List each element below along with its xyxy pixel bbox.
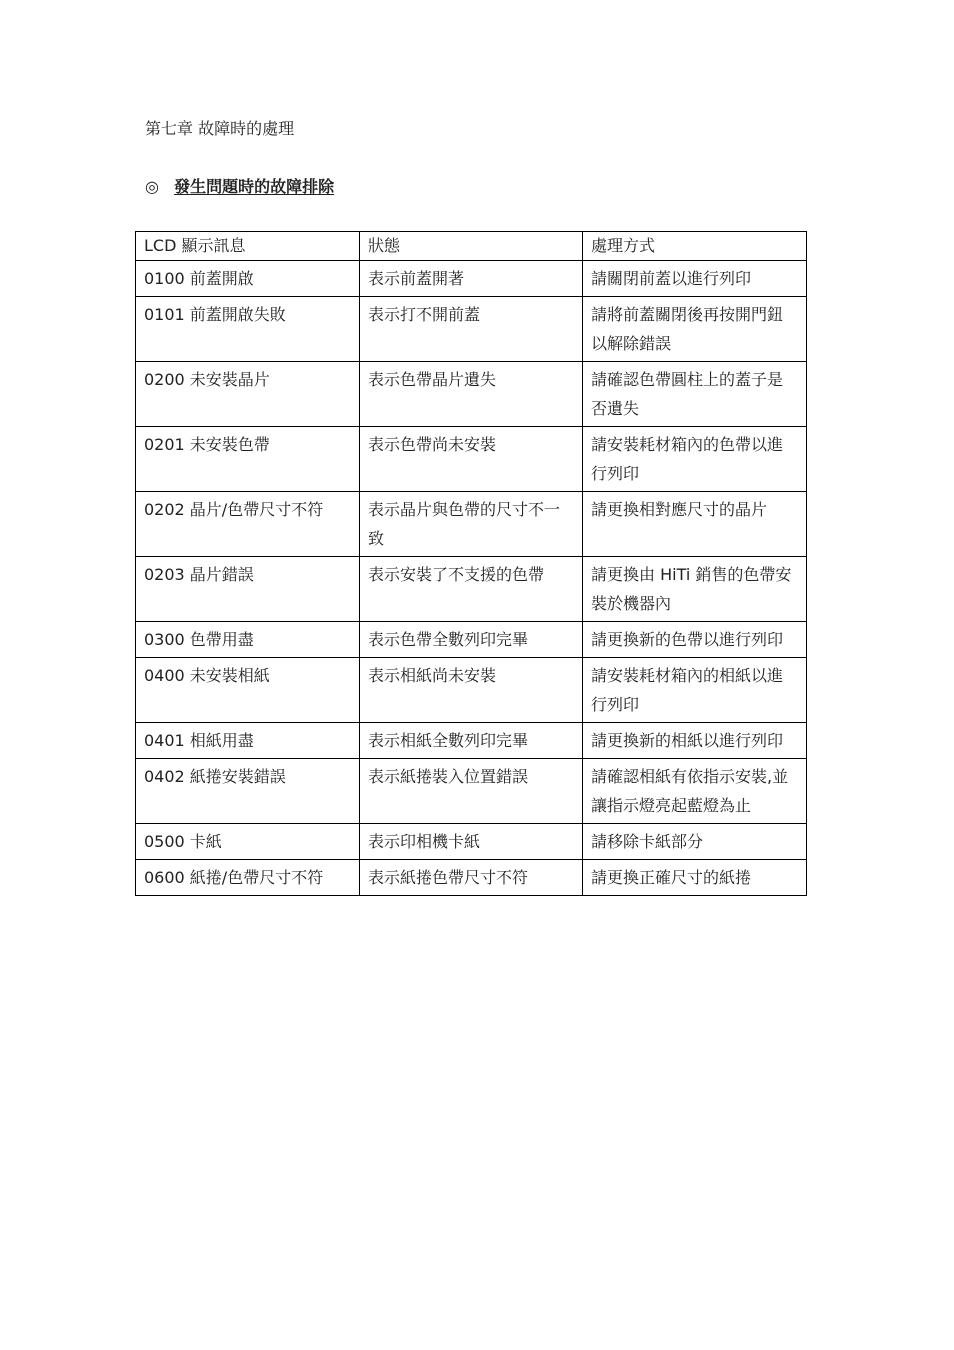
table-row bbox=[136, 622, 807, 658]
lcd-message-cell: 0203 晶片錯誤 bbox=[136, 557, 360, 622]
table-row bbox=[136, 759, 807, 824]
lcd-message-cell: 0300 色帶用盡 bbox=[136, 622, 360, 658]
troubleshooting-table bbox=[135, 231, 807, 896]
header-lcd-message: LCD 顯示訊息 bbox=[136, 232, 360, 261]
status-cell: 表示印相機卡紙 bbox=[360, 824, 583, 860]
solution-cell: 請更換相對應尺寸的晶片 bbox=[583, 492, 807, 557]
table-row bbox=[136, 362, 807, 427]
table-row bbox=[136, 557, 807, 622]
solution-cell: 請更換由 HiTi 銷售的色帶安裝於機器內 bbox=[583, 557, 807, 622]
lcd-message-cell: 0400 未安裝相紙 bbox=[136, 658, 360, 723]
table-row bbox=[136, 297, 807, 362]
status-cell: 表示紙捲裝入位置錯誤 bbox=[360, 759, 583, 824]
table-row bbox=[136, 427, 807, 492]
solution-cell: 請確認相紙有依指示安裝,並讓指示燈亮起藍燈為止 bbox=[583, 759, 807, 824]
status-cell: 表示前蓋開著 bbox=[360, 261, 583, 297]
status-cell: 表示晶片與色帶的尺寸不一致 bbox=[360, 492, 583, 557]
lcd-message-cell: 0500 卡紙 bbox=[136, 824, 360, 860]
table-row bbox=[136, 658, 807, 723]
status-cell: 表示色帶全數列印完畢 bbox=[360, 622, 583, 658]
lcd-message-cell: 0402 紙捲安裝錯誤 bbox=[136, 759, 360, 824]
solution-cell: 請確認色帶圓柱上的蓋子是否遺失 bbox=[583, 362, 807, 427]
solution-cell: 請安裝耗材箱內的相紙以進行列印 bbox=[583, 658, 807, 723]
lcd-message-cell: 0600 紙捲/色帶尺寸不符 bbox=[136, 860, 360, 896]
lcd-message-cell: 0100 前蓋開啟 bbox=[136, 261, 360, 297]
lcd-message-cell: 0401 相紙用盡 bbox=[136, 723, 360, 759]
lcd-message-cell: 0200 未安裝晶片 bbox=[136, 362, 360, 427]
solution-cell: 請關閉前蓋以進行列印 bbox=[583, 261, 807, 297]
solution-cell: 請安裝耗材箱內的色帶以進行列印 bbox=[583, 427, 807, 492]
status-cell: 表示安裝了不支援的色帶 bbox=[360, 557, 583, 622]
table-header-row bbox=[136, 232, 807, 261]
table-row bbox=[136, 824, 807, 860]
solution-cell: 請將前蓋關閉後再按開門鈕以解除錯誤 bbox=[583, 297, 807, 362]
lcd-message-cell: 0101 前蓋開啟失敗 bbox=[136, 297, 360, 362]
solution-cell: 請更換正確尺寸的紙捲 bbox=[583, 860, 807, 896]
solution-cell: 請移除卡紙部分 bbox=[583, 824, 807, 860]
status-cell: 表示紙捲色帶尺寸不符 bbox=[360, 860, 583, 896]
status-cell: 表示相紙尚未安裝 bbox=[360, 658, 583, 723]
header-status: 狀態 bbox=[360, 232, 583, 261]
table-row bbox=[136, 860, 807, 896]
status-cell: 表示色帶晶片遺失 bbox=[360, 362, 583, 427]
table-row bbox=[136, 492, 807, 557]
section-heading-text: 發生問題時的故障排除 bbox=[174, 177, 335, 196]
status-cell: 表示色帶尚未安裝 bbox=[360, 427, 583, 492]
section-heading bbox=[145, 176, 334, 198]
solution-cell: 請更換新的相紙以進行列印 bbox=[583, 723, 807, 759]
status-cell: 表示打不開前蓋 bbox=[360, 297, 583, 362]
header-solution: 處理方式 bbox=[583, 232, 807, 261]
table-row bbox=[136, 261, 807, 297]
status-cell: 表示相紙全數列印完畢 bbox=[360, 723, 583, 759]
solution-cell: 請更換新的色帶以進行列印 bbox=[583, 622, 807, 658]
lcd-message-cell: 0202 晶片/色帶尺寸不符 bbox=[136, 492, 360, 557]
lcd-message-cell: 0201 未安裝色帶 bbox=[136, 427, 360, 492]
table-row bbox=[136, 723, 807, 759]
double-circle-icon: ◎ bbox=[145, 177, 159, 196]
chapter-title: 第七章 故障時的處理 bbox=[145, 119, 295, 138]
